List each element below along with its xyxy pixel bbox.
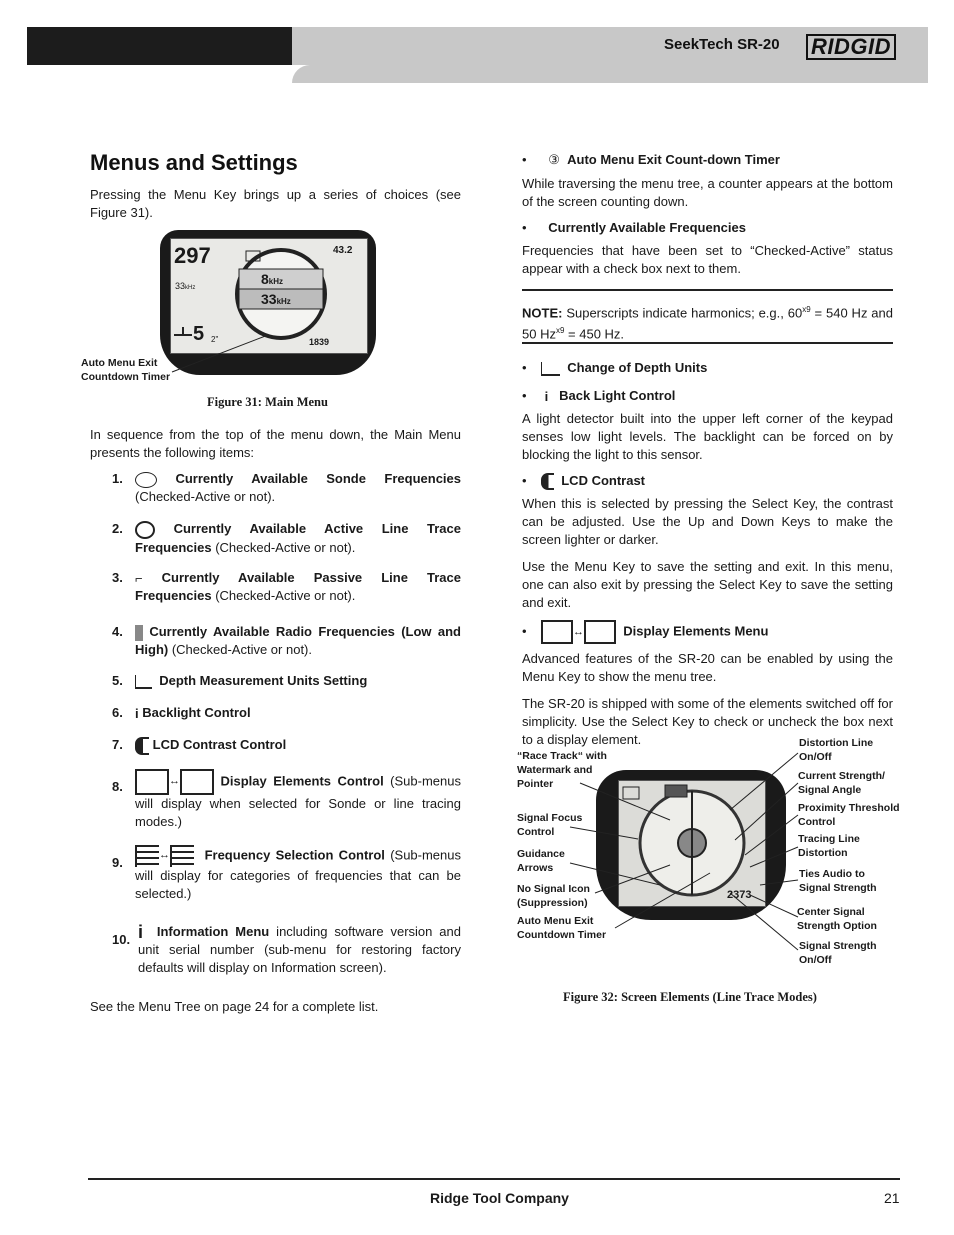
list-item: 7. LCD Contrast Control: [112, 736, 461, 755]
bullet-display-elements: • ↔ Display Elements Menu: [522, 620, 768, 644]
list-item: 2. Currently Available Active Line Trace Frequencies (Checked-Active or not).: [112, 521, 461, 555]
list-item: 5. Depth Measurement Units Setting: [112, 673, 368, 688]
display-elements-icon: [180, 769, 214, 795]
bullet-frequencies: • Currently Available Frequencies: [522, 220, 746, 235]
active-line-trace-icon: [135, 521, 155, 539]
timer-symbol: ③: [548, 152, 560, 167]
note-bottom-rule: [522, 342, 893, 344]
frequencies-paragraph: Frequencies that have been set to “Checked-Active” status appear with a check box next to them.: [522, 243, 893, 276]
list-item: 3. ⌐ Currently Available Passive Line Trace Frequencies (Checked-Active or not).: [112, 570, 461, 604]
label-tracing-line: Tracing Line Distortion: [798, 833, 860, 859]
list-item: 4. Currently Available Radio Frequencies (Low and High) (Checked-Active or not).: [112, 624, 461, 657]
timer-paragraph: While traversing the menu tree, a counter appears at the bottom of the screen counting down.: [522, 176, 893, 209]
counter-readout: 1839: [309, 337, 330, 347]
page-title: Menus and Settings: [90, 150, 298, 175]
label-distortion-line: Distortion Line On/Off: [799, 737, 874, 763]
footer-company: Ridge Tool Company: [430, 1190, 569, 1206]
bullet-lcd-contrast: • LCD Contrast: [522, 473, 645, 490]
display-paragraph-2: The SR-20 is shipped with some of the elements switched off for simplicity. Use the Select Key to check or uncheck the box next to a display element.: [522, 696, 893, 747]
header-gray-tab: [292, 65, 928, 83]
label-current-strength: Current Strength/ Signal Angle: [798, 770, 885, 796]
list-item: 9. ↔ Frequency Selection Control (Sub-menus will display for categories of frequencies that can be selected.): [112, 845, 461, 903]
label-ties-audio: Ties Audio to Signal Strength: [799, 868, 877, 894]
depth-in-readout: 2": [211, 335, 219, 344]
label-guidance-arrows: Guidance Arrows: [517, 848, 565, 874]
display-paragraph: Advanced features of the SR-20 can be enabled by using the Menu Key to show the menu tree.: [522, 651, 893, 684]
label-signal-strength: Signal Strength On/Off: [799, 940, 877, 966]
passive-line-trace-icon: ⌐: [135, 570, 143, 586]
display-elements-icon: [584, 620, 616, 644]
list-item: 6. i Backlight Control: [112, 705, 251, 721]
callout-auto-menu-exit: Auto Menu Exit Countdown Timer: [81, 357, 171, 383]
bullet-timer: • ③ Auto Menu Exit Count-down Timer: [522, 152, 780, 167]
sequence-intro: In sequence from the top of the menu down, the Main Menu presents the following items:: [90, 427, 461, 460]
bullet-depth-units: • Change of Depth Units: [522, 360, 708, 375]
display-elements-icon: [135, 769, 169, 795]
list-item: 8. ↔ Display Elements Control (Sub-menus will display when selected for Sonde or line tracing modes.): [112, 769, 461, 831]
lcd-paragraph: When this is selected by pressing the Select Key, the contrast can be adjusted. Use the Up and Down Keys to make the screen lighter or darker.: [522, 496, 893, 547]
display-elements-icon: [541, 620, 573, 644]
radio-tower-icon: [135, 625, 143, 641]
depth-readout: 297: [174, 243, 211, 268]
figure32-caption: Figure 32: Screen Elements (Line Trace Modes): [563, 990, 817, 1004]
list-item: 10. i Information Menu including software version and unit serial number (sub-menu for restoring factory defaults will display on Information screen).: [112, 921, 461, 976]
left-freq-readout: 33kHz: [175, 281, 196, 291]
footer-rule: [88, 1178, 900, 1180]
label-no-signal-icon: No Signal Icon (Suppression): [517, 883, 590, 909]
note-top-rule: [522, 289, 893, 291]
depth-units-icon: [541, 362, 560, 376]
list-item: 1. Currently Available Sonde Frequencies (Checked-Active or not).: [112, 471, 461, 504]
lcd-paragraph-2: Use the Menu Key to save the setting and exit. In this menu, one can also exit by pressing the Select Key to save the setting and exit.: [522, 559, 893, 610]
angle-readout: 43.2: [333, 245, 353, 256]
label-proximity: Proximity Threshold Control: [798, 802, 900, 828]
sonde-icon: [135, 472, 157, 488]
header-black-bar: [27, 27, 292, 65]
callout-line: [160, 320, 280, 380]
see-menu-tree: See the Menu Tree on page 24 for a complete list.: [90, 999, 379, 1014]
depth-units-icon: [135, 675, 152, 689]
freq1-readout: 8kHz: [261, 271, 284, 287]
backlight-paragraph: A light detector built into the upper left corner of the keypad senses low light levels. The backlight can be forced on by blocking the light to this sensor.: [522, 411, 893, 462]
note-paragraph: NOTE: Superscripts indicate harmonics; e.g., $60^{x9} = 540$ Hz and 50 $Hz^{x9} = 450$ Hz.: [522, 305, 893, 342]
label-signal-focus: Signal Focus Control: [517, 812, 583, 838]
contrast-icon: [541, 473, 554, 490]
information-icon: i: [138, 921, 144, 942]
freq2-readout: 33kHz: [261, 291, 291, 307]
figure31-caption: Figure 31: Main Menu: [207, 395, 328, 409]
backlight-icon: i: [544, 389, 549, 405]
intro-paragraph: Pressing the Menu Key brings up a series of choices (see Figure 31).: [90, 187, 461, 220]
header-product-title: SeekTech SR-20: [664, 36, 780, 53]
figure32-counter: 2373: [727, 889, 752, 901]
depth-ft-readout: 5: [193, 323, 205, 345]
contrast-icon: [135, 737, 149, 755]
backlight-icon: i: [135, 705, 139, 721]
label-center-signal: Center Signal Strength Option: [797, 906, 877, 932]
ridgid-logo: RIDGID: [806, 34, 896, 60]
bullet-backlight: • i Back Light Control: [522, 388, 676, 405]
frequency-list-icon: [135, 845, 159, 867]
label-race-track: “Race Track“ with Watermark and Pointer: [517, 750, 607, 790]
frequency-list-icon: [170, 845, 194, 867]
page-number: 21: [884, 1190, 900, 1206]
label-auto-menu-exit: Auto Menu Exit Countdown Timer: [517, 915, 607, 941]
